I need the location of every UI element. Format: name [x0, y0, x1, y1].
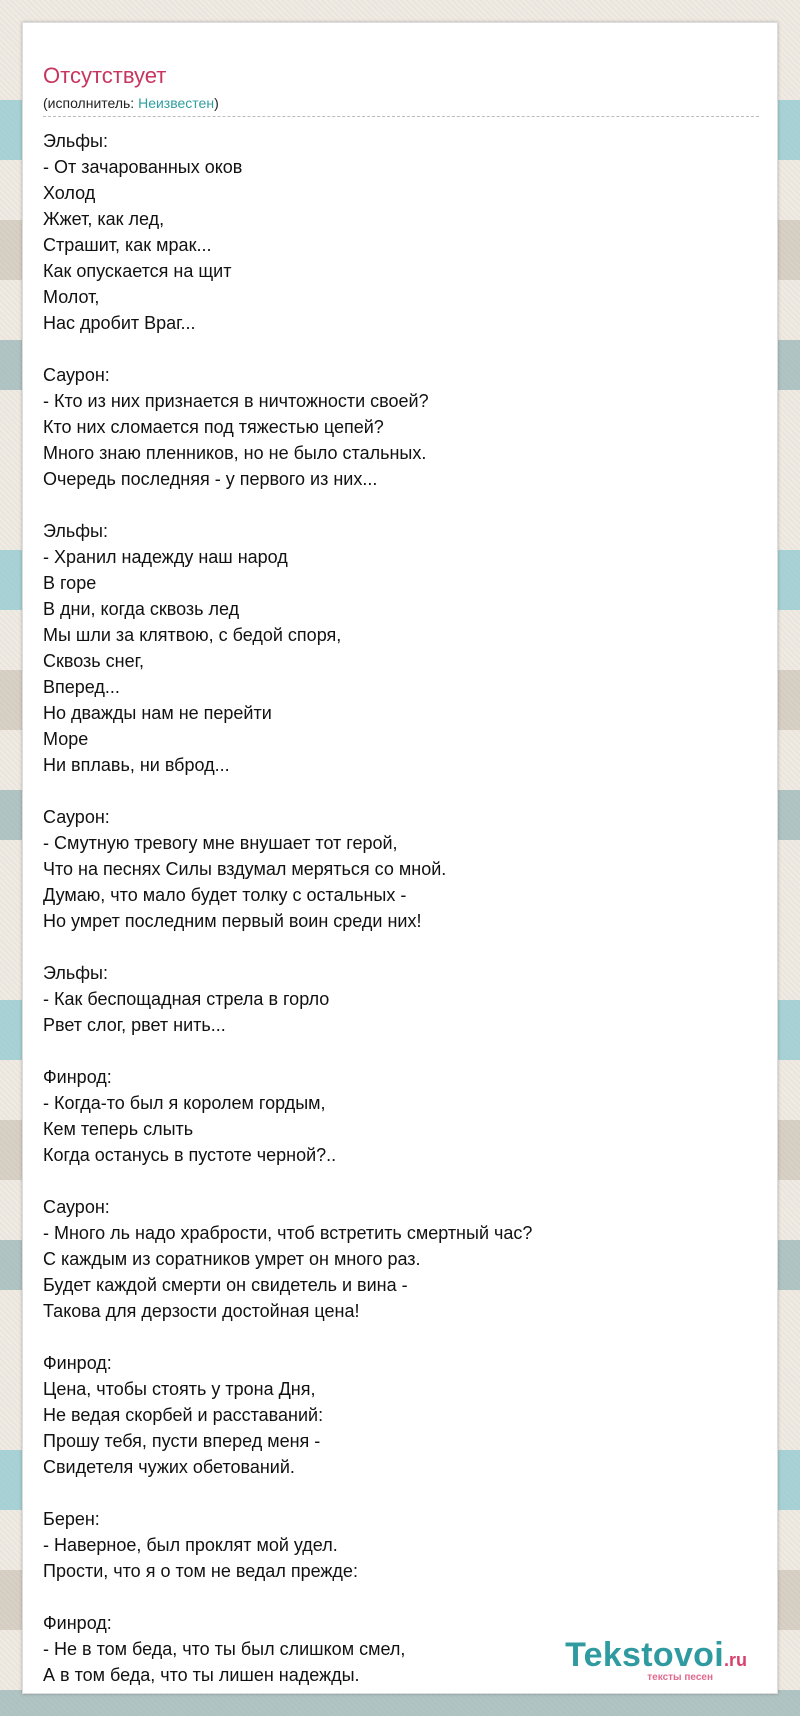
- lyric-line: В дни, когда сквозь лед: [43, 599, 240, 619]
- logo-brand: Tekstovoi: [565, 1636, 724, 1674]
- lyric-line: В горе: [43, 573, 97, 593]
- lyric-line: - Не в том беда, что ты был слишком смел,: [43, 1639, 406, 1659]
- lyric-line: С каждым из соратников умрет он много раз.: [43, 1249, 421, 1269]
- lyric-line: Вперед...: [43, 677, 120, 697]
- stanza-gap: [43, 336, 759, 362]
- stanza-gap: [43, 934, 759, 960]
- lyric-line: - Как беспощадная стрела в горло: [43, 989, 330, 1009]
- lyric-line: Кем теперь слыть: [43, 1119, 194, 1139]
- logo-tld: .ru: [723, 1650, 747, 1670]
- lyric-line: Будет каждой смерти он свидетель и вина -: [43, 1275, 408, 1295]
- lyric-line: Саурон:: [43, 365, 110, 385]
- lyric-line: Финрод:: [43, 1613, 112, 1633]
- performer-line: [43, 94, 219, 112]
- lyric-line: Жжет, как лед,: [43, 209, 165, 229]
- lyric-line: Прошу тебя, пусти вперед меня -: [43, 1431, 321, 1451]
- lyric-line: - От зачарованных оков: [43, 157, 243, 177]
- lyric-line: Финрод:: [43, 1067, 112, 1087]
- lyric-line: Нас дробит Враг...: [43, 313, 196, 333]
- stanza-gap: [43, 1584, 759, 1610]
- site-logo[interactable]: [565, 1638, 747, 1683]
- lyrics-text: [43, 128, 759, 1688]
- lyric-line: Много знаю пленников, но не было стальных.: [43, 443, 427, 463]
- lyric-line: Что на песнях Силы вздумал меряться со мной.: [43, 859, 447, 879]
- lyric-line: - Наверное, был проклят мой удел.: [43, 1535, 338, 1555]
- lyric-line: Такова для дерзости достойная цена!: [43, 1301, 360, 1321]
- stanza-gap: [43, 1480, 759, 1506]
- lyric-line: Очередь последняя - у первого из них...: [43, 469, 378, 489]
- performer-suffix: ): [214, 95, 219, 111]
- lyric-line: Кто них сломается под тяжестью цепей?: [43, 417, 384, 437]
- stanza-gap: [43, 778, 759, 804]
- lyric-line: Но умрет последним первый воин среди них!: [43, 911, 422, 931]
- lyric-line: Свидетеля чужих обетований.: [43, 1457, 295, 1477]
- lyric-line: Финрод:: [43, 1353, 112, 1373]
- lyric-line: Саурон:: [43, 807, 110, 827]
- lyric-line: Молот,: [43, 287, 100, 307]
- lyric-line: - Много ль надо храбрости, чтоб встретить смертный час?: [43, 1223, 533, 1243]
- lyric-line: Холод: [43, 183, 96, 203]
- lyric-line: Сквозь снег,: [43, 651, 144, 671]
- lyric-line: Мы шли за клятвою, с бедой споря,: [43, 625, 342, 645]
- song-header: [43, 43, 759, 117]
- lyric-line: Цена, чтобы стоять у трона Дня,: [43, 1379, 316, 1399]
- performer-link[interactable]: Неизвестен: [138, 95, 215, 111]
- lyric-line: Эльфы:: [43, 521, 108, 541]
- lyric-line: Как опускается на щит: [43, 261, 232, 281]
- stanza-gap: [43, 492, 759, 518]
- lyric-line: А в том беда, что ты лишен надежды.: [43, 1665, 360, 1685]
- lyric-line: Саурон:: [43, 1197, 110, 1217]
- performer-prefix: (исполнитель:: [43, 95, 139, 111]
- lyric-line: Думаю, что мало будет толку с остальных -: [43, 885, 407, 905]
- lyric-line: - Хранил надежду наш народ: [43, 547, 288, 567]
- lyric-line: Море: [43, 729, 89, 749]
- logo-tagline: тексты песен: [647, 1672, 713, 1683]
- lyric-line: Ни вплавь, ни вброд...: [43, 755, 230, 775]
- lyric-line: - Кто из них признается в ничтожности своей?: [43, 391, 429, 411]
- stanza-gap: [43, 1324, 759, 1350]
- stanza-gap: [43, 1038, 759, 1064]
- lyric-line: Прости, что я о том не ведал прежде:: [43, 1561, 358, 1581]
- lyric-line: Эльфы:: [43, 131, 108, 151]
- stanza-gap: [43, 1168, 759, 1194]
- lyric-line: - Смутную тревогу мне внушает тот герой,: [43, 833, 398, 853]
- lyric-line: Страшит, как мрак...: [43, 235, 212, 255]
- lyric-line: Берен:: [43, 1509, 100, 1529]
- lyric-line: Не ведая скорбей и расставаний:: [43, 1405, 324, 1425]
- lyric-line: Эльфы:: [43, 963, 108, 983]
- lyrics-card: [22, 22, 778, 1694]
- lyric-line: Но дважды нам не перейти: [43, 703, 272, 723]
- lyric-line: Когда останусь в пустоте черной?..: [43, 1145, 337, 1165]
- lyric-line: - Когда-то был я королем гордым,: [43, 1093, 326, 1113]
- song-title: Отсутствует: [43, 63, 167, 88]
- lyric-line: Рвет слог, рвет нить...: [43, 1015, 226, 1035]
